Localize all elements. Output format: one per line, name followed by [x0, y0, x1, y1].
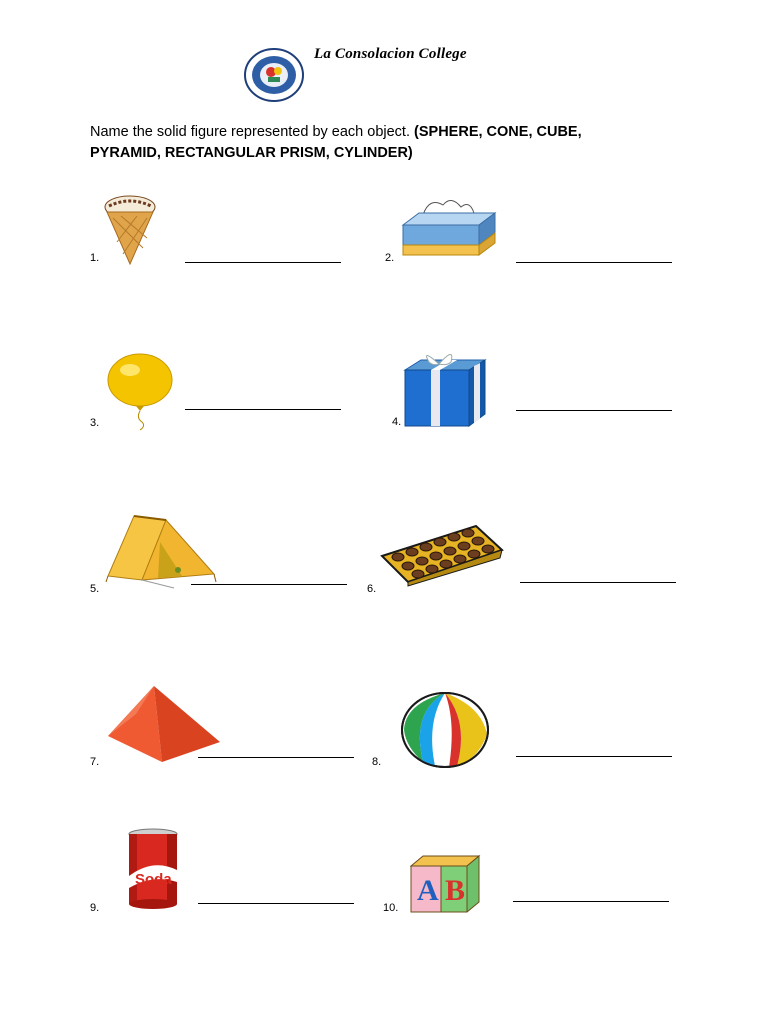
school-name: La Consolacion College: [314, 46, 467, 62]
answer-line-6[interactable]: [520, 582, 676, 583]
soda-can-image: [125, 828, 181, 915]
instructions: [90, 122, 650, 164]
ice-cream-cone-image: [103, 194, 157, 271]
block-letter-b: B: [445, 874, 466, 907]
answer-line-7[interactable]: [198, 757, 354, 758]
answer-line-1[interactable]: [185, 262, 341, 263]
answer-line-9[interactable]: [198, 903, 354, 904]
beach-ball-image: [401, 692, 489, 773]
answer-line-3[interactable]: [185, 409, 341, 410]
item-number: 3.: [90, 417, 100, 429]
item-number: 8.: [372, 756, 382, 768]
answer-line-5[interactable]: [191, 584, 347, 585]
item-number: 9.: [90, 902, 100, 914]
soda-label: Soda: [135, 871, 172, 888]
item-number: 2.: [385, 252, 395, 264]
answer-line-2[interactable]: [516, 262, 672, 263]
instructions-choices: (SPHERE, CONE, CUBE, PYRAMID, RECTANGULAR PRISM, CYLINDER): [90, 124, 582, 161]
answer-line-10[interactable]: [513, 901, 669, 902]
gift-box-image: [403, 348, 487, 433]
answer-line-4[interactable]: [516, 410, 672, 411]
item-number: 10.: [383, 902, 399, 914]
balloon-image: [106, 354, 176, 435]
answer-line-8[interactable]: [516, 756, 672, 757]
item-number: 7.: [90, 756, 100, 768]
tissue-box-image: [399, 195, 497, 266]
item-number: 4.: [392, 416, 402, 428]
item-number: 6.: [367, 583, 377, 595]
item-number: 1.: [90, 252, 100, 264]
block-letter-a: A: [417, 874, 439, 907]
school-seal: [244, 48, 304, 102]
instructions-text: Name the solid figure represented by each object.: [90, 124, 410, 140]
chocolate-box-image: [380, 522, 504, 591]
abc-block-image: [409, 852, 481, 919]
item-number: 5.: [90, 583, 100, 595]
